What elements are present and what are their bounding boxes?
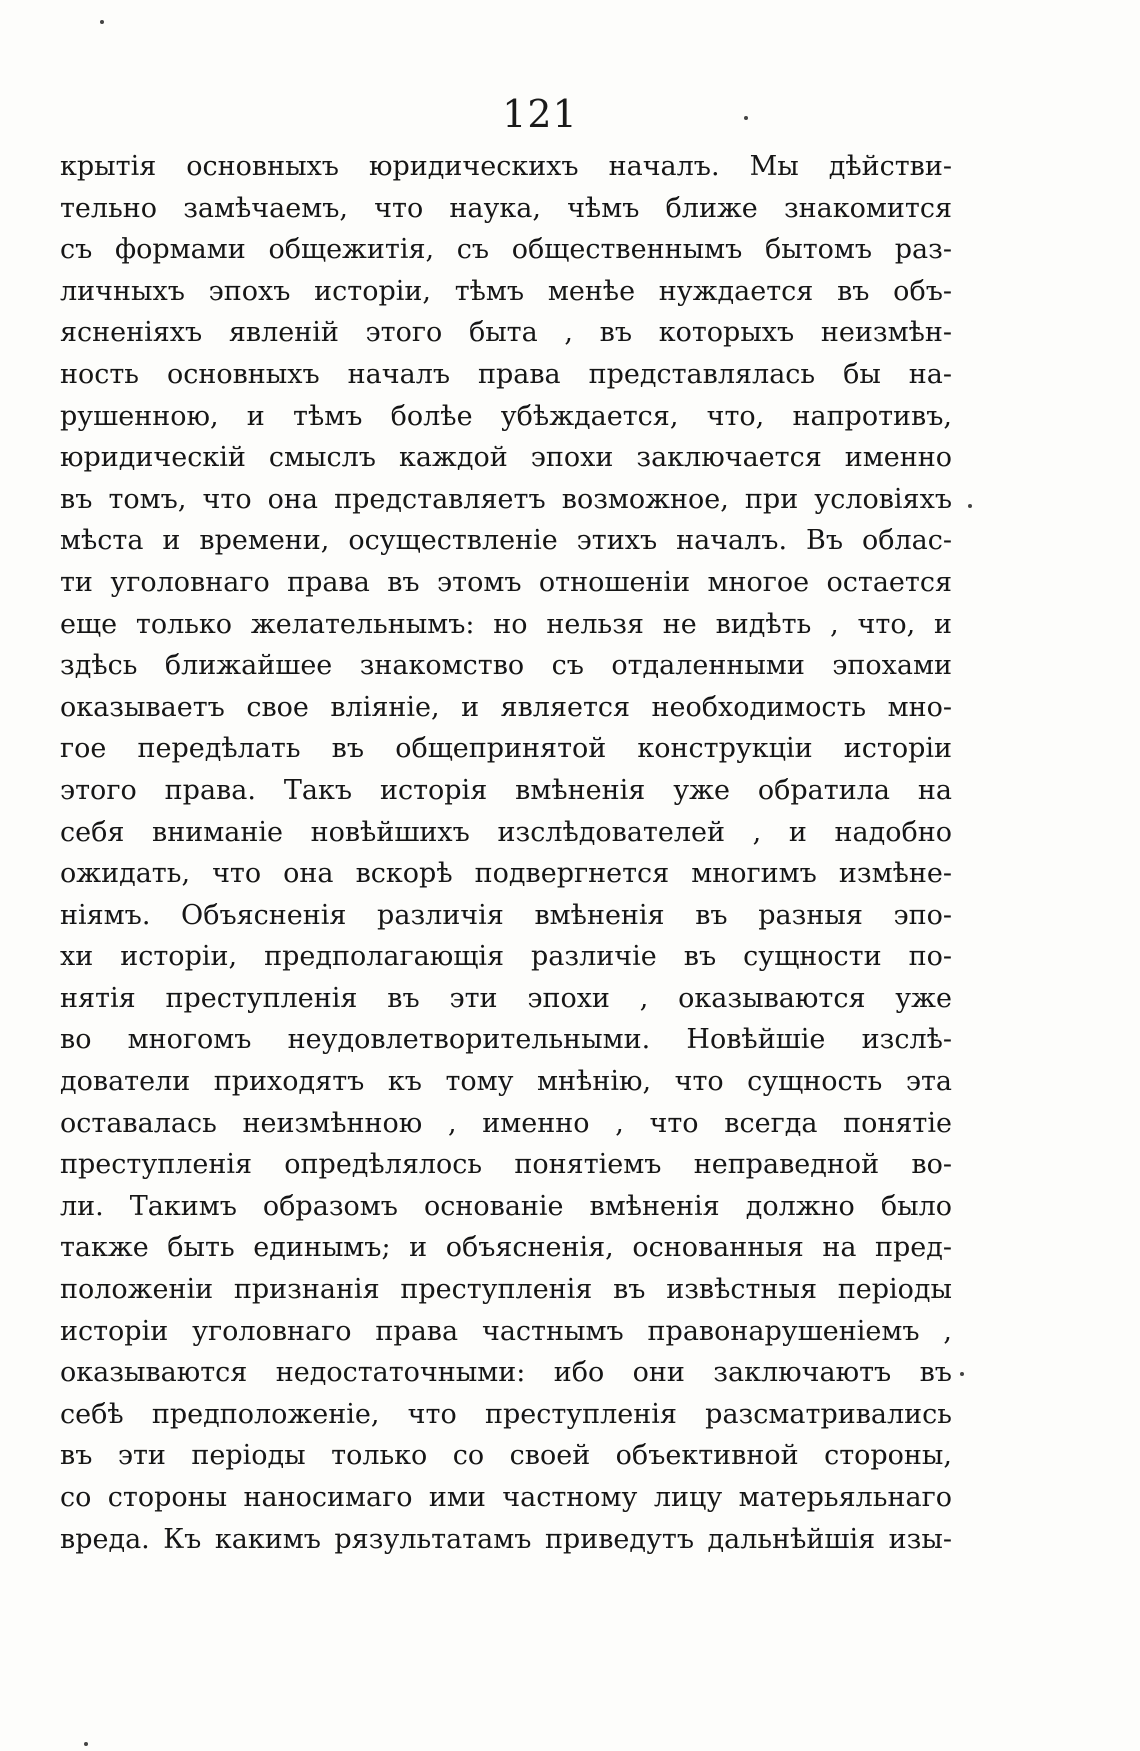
print-speck <box>744 116 748 120</box>
text-line: оставалась неизмѣнною , именно , что всегда понятіе <box>60 1107 952 1139</box>
text-line: ніямъ. Объясненія различія вмѣненія въ разныя эпо- <box>60 899 952 931</box>
text-line: нятія преступленія въ эти эпохи , оказываются уже <box>60 982 952 1014</box>
text-line: преступленія опредѣлялось понятіемъ неправедной во- <box>60 1149 952 1181</box>
text-line: рушенною, и тѣмъ болѣе убѣждается, что, напротивъ, <box>60 400 952 432</box>
text-line: еще только желательнымъ: но нельзя не видѣть , что, и <box>60 608 952 640</box>
text-line: себя вниманіе новѣйшихъ изслѣдователей , и надобно <box>60 816 952 848</box>
text-line: себѣ предположеніе, что преступленія разсматривались <box>60 1398 952 1430</box>
text-line: этого права. Такъ исторія вмѣненія уже обратила на <box>60 774 952 806</box>
text-line: мѣста и времени, осуществленіе этихъ началъ. Въ облас- <box>60 525 952 557</box>
text-line: гое передѣлать въ общепринятой конструкціи исторіи <box>60 733 952 765</box>
text-line: здѣсь ближайшее знакомство съ отдаленными эпохами <box>60 650 952 682</box>
text-line: исторіи уголовнаго права частнымъ правонарушеніемъ , <box>60 1315 952 1347</box>
text-line: ность основныхъ началъ права представлялась бы на- <box>60 358 952 390</box>
text-line: съ формами общежитія, съ общественнымъ бытомъ раз- <box>60 234 952 266</box>
text-line: хи исторіи, предполагающія различіе въ сущности по- <box>60 941 952 973</box>
text-line: юридическій смыслъ каждой эпохи заключается именно <box>60 442 952 474</box>
text-line: оказываетъ свое вліяніе, и является необходимость мно- <box>60 691 952 723</box>
text-line: дователи приходятъ къ тому мнѣнію, что сущность эта <box>60 1066 952 1098</box>
text-line: ти уголовнаго права въ этомъ отношеніи многое остается <box>60 566 952 598</box>
text-line: со стороны наносимаго ими частному лицу матерьяльнаго <box>60 1482 952 1513</box>
text-line: личныхъ эпохъ исторіи, тѣмъ менѣе нуждается въ объ- <box>60 275 952 307</box>
text-line: ли. Такимъ образомъ основаніе вмѣненія должно было <box>60 1190 952 1222</box>
text-line: ожидать, что она вскорѣ подвергнется многимъ измѣне- <box>60 858 952 890</box>
text-line: также быть единымъ; и объясненія, основанныя на пред- <box>60 1232 952 1264</box>
text-line: крытія основныхъ юридическихъ началъ. Мы дѣйстви- <box>60 151 952 182</box>
text-line: вреда. Къ какимъ рязультатамъ приведутъ дальнѣйшія изы- <box>60 1523 952 1555</box>
text-line: оказываются недостаточными: ибо они заключаютъ въ <box>60 1357 952 1389</box>
body-text <box>60 146 952 1560</box>
text-line: во многомъ неудовлетворительными. Новѣйшіе изслѣ- <box>60 1024 952 1056</box>
text-line: ясненіяхъ явленій этого быта , въ которыхъ неизмѣн- <box>60 317 952 349</box>
text-line: въ томъ, что она представляетъ возможное, при условіяхъ <box>60 483 952 515</box>
print-speck <box>960 1372 964 1376</box>
text-line: тельно замѣчаемъ, что наука, чѣмъ ближе знакомится <box>60 192 952 224</box>
text-line: въ эти періоды только со своей объективной стороны, <box>60 1440 952 1472</box>
print-speck <box>968 504 972 508</box>
text-line: положеніи признанія преступленія въ извѣстныя періоды <box>60 1274 952 1306</box>
print-speck <box>100 20 104 24</box>
page-number: 121 <box>502 92 578 136</box>
print-speck <box>84 1742 88 1746</box>
